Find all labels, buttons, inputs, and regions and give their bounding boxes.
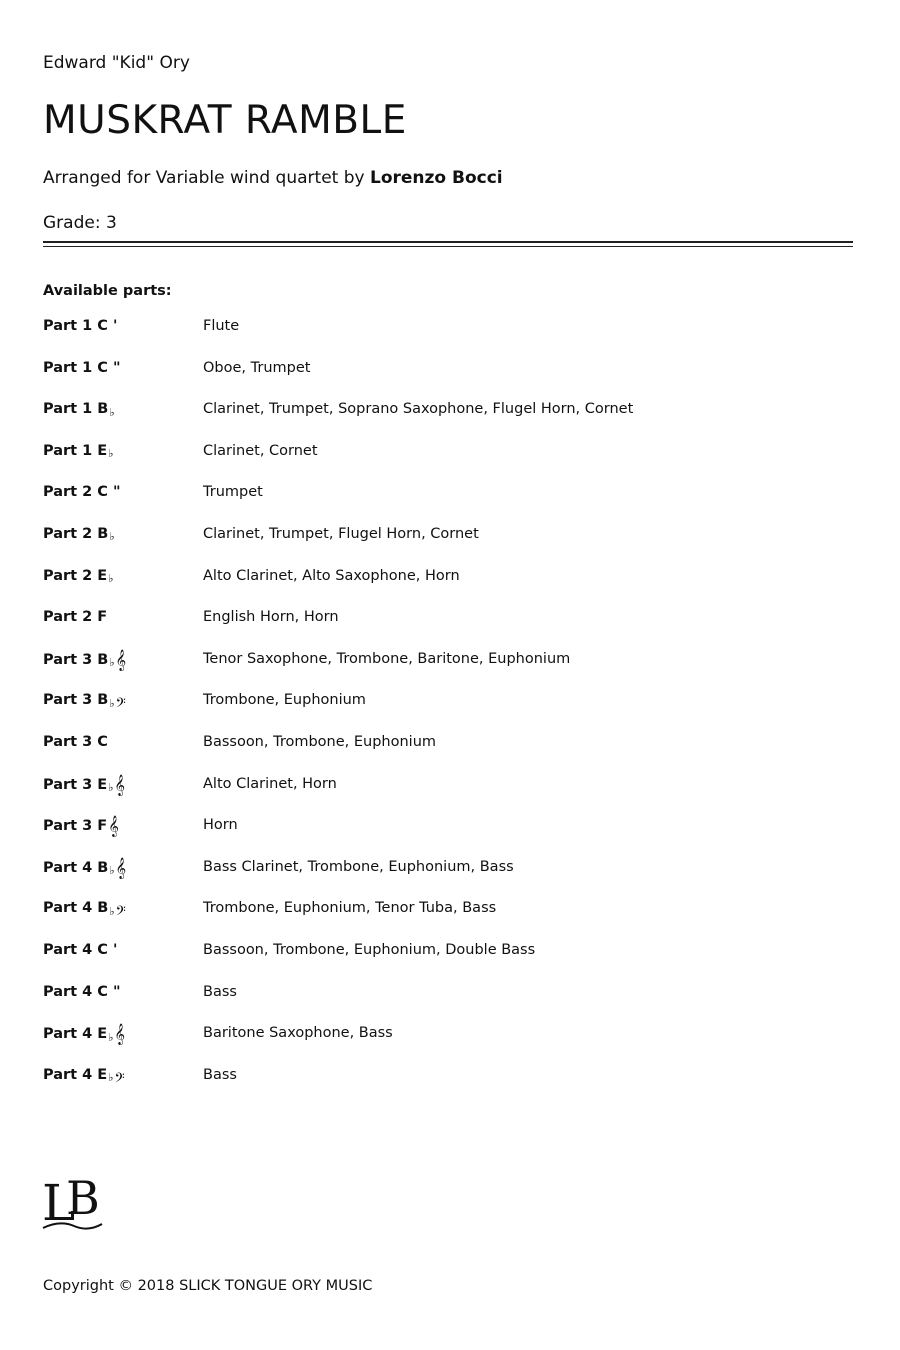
part-name xyxy=(43,401,203,417)
part-label: Part 3 F xyxy=(43,818,108,835)
part-label: Part 4 E xyxy=(43,1026,108,1043)
part-row xyxy=(43,360,863,402)
flat-accidental-icon: ♭ xyxy=(109,864,115,878)
flat-accidental-icon: ♭ xyxy=(108,1030,114,1044)
piece-title: MUSKRAT RAMBLE xyxy=(43,98,407,143)
part-instruments: English Horn, Horn xyxy=(203,609,339,626)
part-name xyxy=(43,776,203,794)
part-instruments: Bass Clarinet, Trombone, Euphonium, Bass xyxy=(203,858,514,875)
part-row xyxy=(43,859,863,901)
flat-accidental-icon: ♭ xyxy=(109,904,115,918)
part-name xyxy=(43,692,203,715)
treble-clef-icon: 𝄞 xyxy=(114,774,126,796)
part-name xyxy=(43,484,203,500)
part-label: Part 3 B xyxy=(43,692,109,709)
part-instruments: Bassoon, Trombone, Euphonium xyxy=(203,733,437,750)
lb-logo-icon xyxy=(40,1168,110,1238)
part-name xyxy=(43,942,203,958)
part-instruments: Horn xyxy=(203,817,238,834)
part-instruments: Oboe, Trumpet xyxy=(203,359,311,376)
part-name xyxy=(43,568,203,584)
arranged-prefix: Arranged for Variable wind quartet by xyxy=(43,168,365,188)
flat-accidental-icon: ♭ xyxy=(108,447,114,461)
part-instruments: Tenor Saxophone, Trombone, Baritone, Euphonium xyxy=(203,650,571,667)
part-name xyxy=(43,651,203,669)
part-label: Part 1 C ' xyxy=(43,318,118,334)
part-instruments: Trumpet xyxy=(203,484,263,501)
part-name xyxy=(43,526,203,542)
svg-text:L: L xyxy=(42,1174,76,1232)
parts-list xyxy=(43,318,863,1108)
treble-clef-icon: 𝄞 xyxy=(108,816,119,838)
flat-accidental-icon: ♭ xyxy=(108,1071,114,1085)
flat-accidental-icon: ♭ xyxy=(108,781,114,795)
part-name xyxy=(43,443,203,459)
part-label: Part 3 E xyxy=(43,776,108,793)
composer-name: Edward "Kid" Ory xyxy=(43,53,190,73)
part-instruments: Clarinet, Trumpet, Flugel Horn, Cornet xyxy=(203,525,479,542)
part-label: Part 3 B xyxy=(43,651,109,668)
part-name xyxy=(43,318,203,334)
svg-text:B: B xyxy=(66,1171,100,1225)
part-instruments: Bass xyxy=(203,983,237,1000)
flat-accidental-icon: ♭ xyxy=(109,696,115,710)
part-name xyxy=(43,609,203,625)
part-row xyxy=(43,568,863,610)
part-instruments: Bassoon, Trombone, Euphonium, Double Bass xyxy=(203,941,536,958)
part-name xyxy=(43,859,203,877)
part-row xyxy=(43,776,863,818)
part-instruments: Bass xyxy=(203,1066,237,1083)
part-instruments: Alto Clarinet, Alto Saxophone, Horn xyxy=(203,567,460,584)
part-row xyxy=(43,1025,863,1067)
flat-accidental-icon: ♭ xyxy=(109,656,115,670)
part-name xyxy=(43,984,203,1000)
part-instruments: Baritone Saxophone, Bass xyxy=(203,1025,393,1042)
flat-accidental-icon: ♭ xyxy=(108,572,114,586)
part-label: Part 4 C " xyxy=(43,983,121,1000)
arranger-name: Lorenzo Bocci xyxy=(369,168,503,188)
grade-label: Grade: 3 xyxy=(43,213,117,233)
part-instruments: Trombone, Euphonium, Tenor Tuba, Bass xyxy=(203,900,497,917)
part-label: Part 3 C xyxy=(43,733,108,750)
part-instruments: Clarinet, Trumpet, Soprano Saxophone, Flugel Horn, Cornet xyxy=(203,401,634,418)
bass-clef-icon: 𝄢 xyxy=(114,1069,125,1089)
part-instruments: Alto Clarinet, Horn xyxy=(203,775,337,792)
part-label: Part 1 C " xyxy=(43,359,121,376)
part-row xyxy=(43,900,863,942)
part-instruments: Clarinet, Cornet xyxy=(203,442,318,459)
part-row xyxy=(43,984,863,1026)
part-label: Part 2 C " xyxy=(43,484,121,501)
flat-accidental-icon: ♭ xyxy=(109,530,115,544)
part-label: Part 1 E xyxy=(43,442,108,459)
part-row xyxy=(43,443,863,485)
part-instruments: Trombone, Euphonium xyxy=(203,692,366,709)
part-row xyxy=(43,734,863,776)
part-label: Part 2 E xyxy=(43,567,108,584)
part-row xyxy=(43,401,863,443)
part-row xyxy=(43,692,863,734)
part-row xyxy=(43,318,863,360)
available-parts-heading: Available parts: xyxy=(43,283,172,299)
part-label: Part 1 B xyxy=(43,401,109,418)
treble-clef-icon: 𝄞 xyxy=(115,857,127,879)
part-row xyxy=(43,526,863,568)
part-label: Part 4 B xyxy=(43,900,109,917)
part-instruments: Flute xyxy=(203,318,240,334)
arrangement-credit xyxy=(43,168,503,188)
part-label: Part 4 C ' xyxy=(43,941,118,958)
bass-clef-icon: 𝄢 xyxy=(115,695,126,715)
part-row xyxy=(43,817,863,859)
part-label: Part 4 E xyxy=(43,1066,108,1083)
part-label: Part 4 B xyxy=(43,859,109,876)
treble-clef-icon: 𝄞 xyxy=(114,1024,126,1046)
part-row xyxy=(43,484,863,526)
part-name xyxy=(43,900,203,923)
treble-clef-icon: 𝄞 xyxy=(115,649,127,671)
double-rule-divider xyxy=(43,238,853,252)
part-name xyxy=(43,1024,203,1046)
part-row xyxy=(43,942,863,984)
part-row xyxy=(43,651,863,693)
flat-accidental-icon: ♭ xyxy=(109,405,115,419)
bass-clef-icon: 𝄢 xyxy=(115,903,126,923)
part-row xyxy=(43,1067,863,1109)
copyright-notice: Copyright © 2018 SLICK TONGUE ORY MUSIC xyxy=(43,1278,373,1294)
part-name xyxy=(43,734,203,750)
part-name xyxy=(43,360,203,376)
part-row xyxy=(43,609,863,651)
part-name xyxy=(43,816,203,838)
part-label: Part 2 F xyxy=(43,609,108,626)
part-name xyxy=(43,1066,203,1089)
part-label: Part 2 B xyxy=(43,525,109,542)
